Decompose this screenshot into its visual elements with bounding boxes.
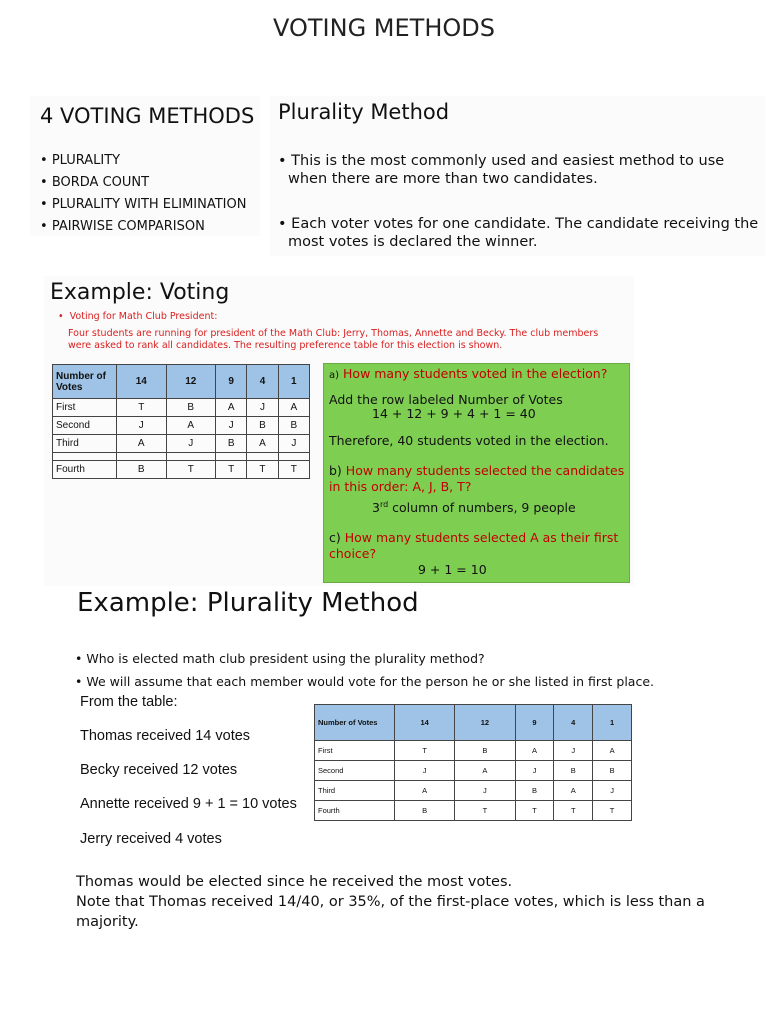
row-label: First bbox=[53, 399, 117, 417]
table-cell: A bbox=[395, 781, 455, 801]
question-c-label: c) bbox=[329, 530, 341, 545]
question-a-label: a) bbox=[329, 370, 340, 381]
conclusion-1: Thomas would be elected since he received the most votes. bbox=[76, 874, 513, 890]
table-cell: T bbox=[278, 461, 309, 479]
method-item: • BORDA COUNT bbox=[40, 172, 260, 194]
row-label: Second bbox=[315, 761, 395, 781]
question-a-text: How many students voted in the election? bbox=[343, 366, 608, 381]
voting-example-slide bbox=[44, 276, 634, 586]
table-cell: J bbox=[395, 761, 455, 781]
methods-list bbox=[40, 150, 260, 238]
table-cell: T bbox=[395, 741, 455, 761]
plurality-slide bbox=[270, 96, 765, 256]
answer-a-line2: 14 + 12 + 9 + 4 + 1 = 40 bbox=[372, 406, 536, 421]
answer-b-text: column of numbers, 9 people bbox=[388, 500, 576, 516]
table-row bbox=[53, 399, 310, 417]
row-label: Third bbox=[315, 781, 395, 801]
result-annette: Annette received 9 + 1 = 10 votes bbox=[80, 796, 297, 812]
question-a bbox=[329, 366, 607, 384]
table-cell: T bbox=[554, 801, 593, 821]
question-c-text: How many students selected A as their first choice? bbox=[329, 530, 619, 561]
table-row bbox=[53, 435, 310, 453]
table-header-label: Number of Votes bbox=[53, 365, 117, 399]
plurality-example-bullet-2 bbox=[75, 674, 675, 689]
page-title: VOTING METHODS bbox=[273, 14, 495, 42]
table-cell: T bbox=[593, 801, 632, 821]
voting-example-bullet-text: Voting for Math Club President: bbox=[69, 311, 218, 322]
question-c bbox=[329, 530, 629, 562]
table-cell: J bbox=[117, 417, 167, 435]
plurality-bullet-1-text: This is the most commonly used and easiest method to use when there are more than two candidates. bbox=[288, 153, 725, 187]
votes-cell: 12 bbox=[455, 705, 515, 741]
table-cell: A bbox=[515, 741, 554, 761]
table-row bbox=[315, 801, 632, 821]
table-spacer-row bbox=[53, 453, 310, 461]
table-cell: J bbox=[515, 761, 554, 781]
votes-cell: 14 bbox=[117, 365, 167, 399]
plurality-example-bullet-1 bbox=[75, 651, 485, 666]
preference-table bbox=[52, 364, 310, 479]
row-label: Fourth bbox=[315, 801, 395, 821]
methods-title: 4 VOTING METHODS bbox=[40, 104, 255, 128]
table-cell: T bbox=[216, 461, 247, 479]
table-row bbox=[53, 461, 310, 479]
table-cell: B bbox=[515, 781, 554, 801]
votes-cell: 4 bbox=[554, 705, 593, 741]
votes-cell: 4 bbox=[247, 365, 278, 399]
votes-cell: 1 bbox=[278, 365, 309, 399]
table-cell: J bbox=[247, 399, 278, 417]
table-cell: J bbox=[554, 741, 593, 761]
votes-cell: 9 bbox=[216, 365, 247, 399]
table-cell: A bbox=[455, 761, 515, 781]
question-b bbox=[329, 463, 629, 495]
plurality-bullet-2 bbox=[278, 215, 766, 251]
table-cell: B bbox=[593, 761, 632, 781]
row-label: Second bbox=[53, 417, 117, 435]
qa-box bbox=[323, 363, 630, 583]
table-cell: B bbox=[278, 417, 309, 435]
plurality-bullet-2-text: Each voter votes for one candidate. The candidate receiving the most votes is declared the winner. bbox=[288, 216, 759, 250]
table-cell: A bbox=[166, 417, 216, 435]
table-cell: B bbox=[166, 399, 216, 417]
result-thomas: Thomas received 14 votes bbox=[80, 728, 251, 744]
table-cell: A bbox=[117, 435, 167, 453]
table-cell: J bbox=[278, 435, 309, 453]
row-label: Third bbox=[53, 435, 117, 453]
plurality-title: Plurality Method bbox=[278, 100, 450, 124]
table-cell: J bbox=[593, 781, 632, 801]
plurality-example-title: Example: Plurality Method bbox=[77, 588, 419, 618]
table-cell: A bbox=[554, 781, 593, 801]
table-cell: J bbox=[455, 781, 515, 801]
table-cell: J bbox=[216, 417, 247, 435]
voting-example-bullet: • Voting for Math Club President: bbox=[58, 311, 218, 322]
table-cell: J bbox=[166, 435, 216, 453]
table-cell: T bbox=[455, 801, 515, 821]
row-label: First bbox=[315, 741, 395, 761]
answer-c: 9 + 1 = 10 bbox=[418, 562, 487, 577]
answer-a-line1: Add the row labeled Number of Votes bbox=[329, 392, 563, 407]
table-cell: B bbox=[395, 801, 455, 821]
table-cell: B bbox=[216, 435, 247, 453]
conclusion-2: Note that Thomas received 14/40, or 35%, of the first-place votes, which is less than a majority. bbox=[76, 894, 705, 930]
plurality-example-bullet-2-text: We will assume that each member would vote for the person he or she listed in first place. bbox=[86, 674, 654, 689]
answer-a-line3: Therefore, 40 students voted in the election. bbox=[329, 433, 609, 448]
table-cell: A bbox=[278, 399, 309, 417]
votes-cell: 9 bbox=[515, 705, 554, 741]
from-table-label: From the table: bbox=[80, 694, 178, 710]
table-row bbox=[315, 781, 632, 801]
votes-cell: 1 bbox=[593, 705, 632, 741]
votes-cell: 14 bbox=[395, 705, 455, 741]
method-item: • PLURALITY bbox=[40, 150, 260, 172]
table-row bbox=[53, 417, 310, 435]
table-cell: B bbox=[455, 741, 515, 761]
table-cell: A bbox=[216, 399, 247, 417]
table-cell: A bbox=[593, 741, 632, 761]
row-label: Fourth bbox=[53, 461, 117, 479]
table-cell: B bbox=[554, 761, 593, 781]
result-jerry: Jerry received 4 votes bbox=[80, 831, 222, 847]
question-b-label: b) bbox=[329, 463, 342, 478]
question-b-text: How many students selected the candidates in this order: A, J, B, T? bbox=[329, 463, 625, 494]
plurality-bullet-1 bbox=[278, 152, 766, 188]
plurality-example-slide bbox=[60, 584, 705, 944]
voting-example-title: Example: Voting bbox=[50, 280, 230, 305]
votes-cell: 12 bbox=[166, 365, 216, 399]
table-cell: B bbox=[117, 461, 167, 479]
table-cell: T bbox=[515, 801, 554, 821]
voting-example-description: Four students are running for president of the Math Club: Jerry, Thomas, Annette and Becky. The club members were asked to rank all candidates. The resulting preference table for this election is shown. bbox=[68, 328, 599, 351]
method-item: • PLURALITY WITH ELIMINATION bbox=[40, 194, 260, 216]
table-header-label: Number of Votes bbox=[315, 705, 395, 741]
table-cell: T bbox=[166, 461, 216, 479]
preference-table-small bbox=[314, 704, 632, 821]
result-becky: Becky received 12 votes bbox=[80, 762, 238, 778]
table-cell: A bbox=[247, 435, 278, 453]
method-item: • PAIRWISE COMPARISON bbox=[40, 216, 260, 238]
plurality-example-bullet-1-text: Who is elected math club president using the plurality method? bbox=[86, 651, 485, 666]
table-cell: T bbox=[247, 461, 278, 479]
table-cell: B bbox=[247, 417, 278, 435]
answer-b bbox=[372, 497, 576, 516]
answer-b-suffix: rd bbox=[379, 500, 389, 509]
table-cell: T bbox=[117, 399, 167, 417]
table-row bbox=[315, 741, 632, 761]
table-row bbox=[315, 761, 632, 781]
methods-slide bbox=[30, 96, 260, 236]
answer-b-number: 3 bbox=[372, 500, 380, 516]
